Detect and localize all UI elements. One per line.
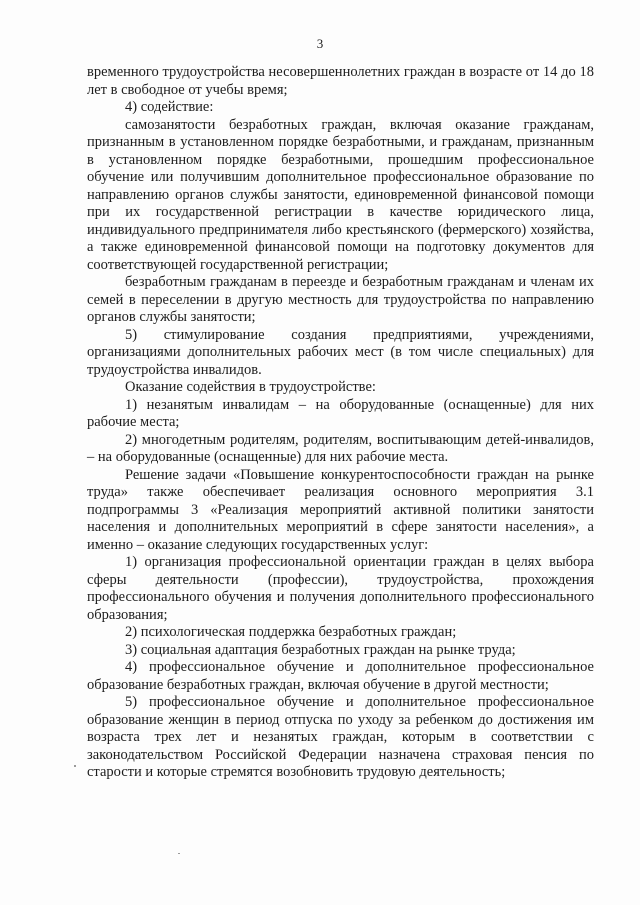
paragraph-large-families: 2) многодетным родителям, родителям, воспитывающим детей-инвалидов, – на оборудованные (оснащенные) для них рабочие места. [87, 431, 594, 465]
paragraph-relocation: безработным гражданам в переезде и безработным гражданам и членам их семей в переселении в другую местность для трудоустройства по направлению органов службы занятости; [87, 274, 594, 325]
paragraph-competitiveness-task: Решение задачи «Повышение конкурентоспособности граждан на рынке труда» также обеспечивает реализация основного мероприятия 3.1 подпрограммы 3 «Реализация мероприятий активной политики занятости населения и дополнительных мероприятий в сфере занятости населения», а именно – оказание следующих государственных услуг: [87, 466, 594, 553]
paragraph-employment-assistance: Оказание содействия в трудоустройстве: [125, 379, 376, 395]
list-item-women-training: 5) профессиональное обучение и дополнительное профессиональное образование женщин в период отпуска по уходу за ребенком до достижения им возраста трех лет и незанятых граждан, которым в соответствии с законодательством Российской Федерации назначена страховая пенсия по старости и которые стремятся возобновить трудовую деятельность; [87, 694, 594, 780]
document-body [87, 64, 594, 782]
scan-speck [74, 765, 76, 767]
list-item-psychological-support: 2) психологическая поддержка безработных граждан; [125, 624, 457, 640]
list-item-career-guidance: 1) организация профессиональной ориентации граждан в целях выбора сферы деятельности (профессии), трудоустройства, прохождения профессионального обучения и получения дополнительного профессионального образования; [87, 554, 594, 623]
paragraph-temporary-employment: временного трудоустройства несовершеннолетних граждан в возрасте от 14 до 18 лет в свободное от учебы время; [87, 64, 594, 98]
paragraph-disabled-jobs: 5) стимулирование создания предприятиями, учреждениями, организациями дополнительных рабочих мест (в том числе специальных) для трудоустройства инвалидов. [87, 326, 594, 378]
scan-speck [178, 853, 180, 854]
list-item-vocational-training: 4) профессиональное обучение и дополнительное профессиональное образование безработных граждан, включая обучение в другой местности; [87, 659, 594, 693]
page-number: 3 [316, 36, 324, 51]
paragraph-unemployed-disabled: 1) незанятым инвалидам – на оборудованные (оснащенные) для них рабочие места; [87, 396, 594, 430]
paragraph-self-employment: самозанятости безработных граждан, включая оказание гражданам, признанным в установленном порядке безработными, и гражданам, признанным в установленном порядке безработными, прошедшим профессиональное обучение или получившим дополнительное профессиональное образование по направлению органов службы занятости, единовременной финансовой помощи при их государственной регистрации в качестве юридического лица, индивидуального предпринимателя либо крестьянского (фермерского) хозяйства, а также единовременной финансовой помощи на подготовку документов для соответствующей государственной регистрации; [87, 116, 594, 273]
paragraph-assistance-heading: 4) содействие: [125, 99, 214, 115]
list-item-social-adaptation: 3) социальная адаптация безработных граждан на рынке труда; [125, 641, 516, 658]
